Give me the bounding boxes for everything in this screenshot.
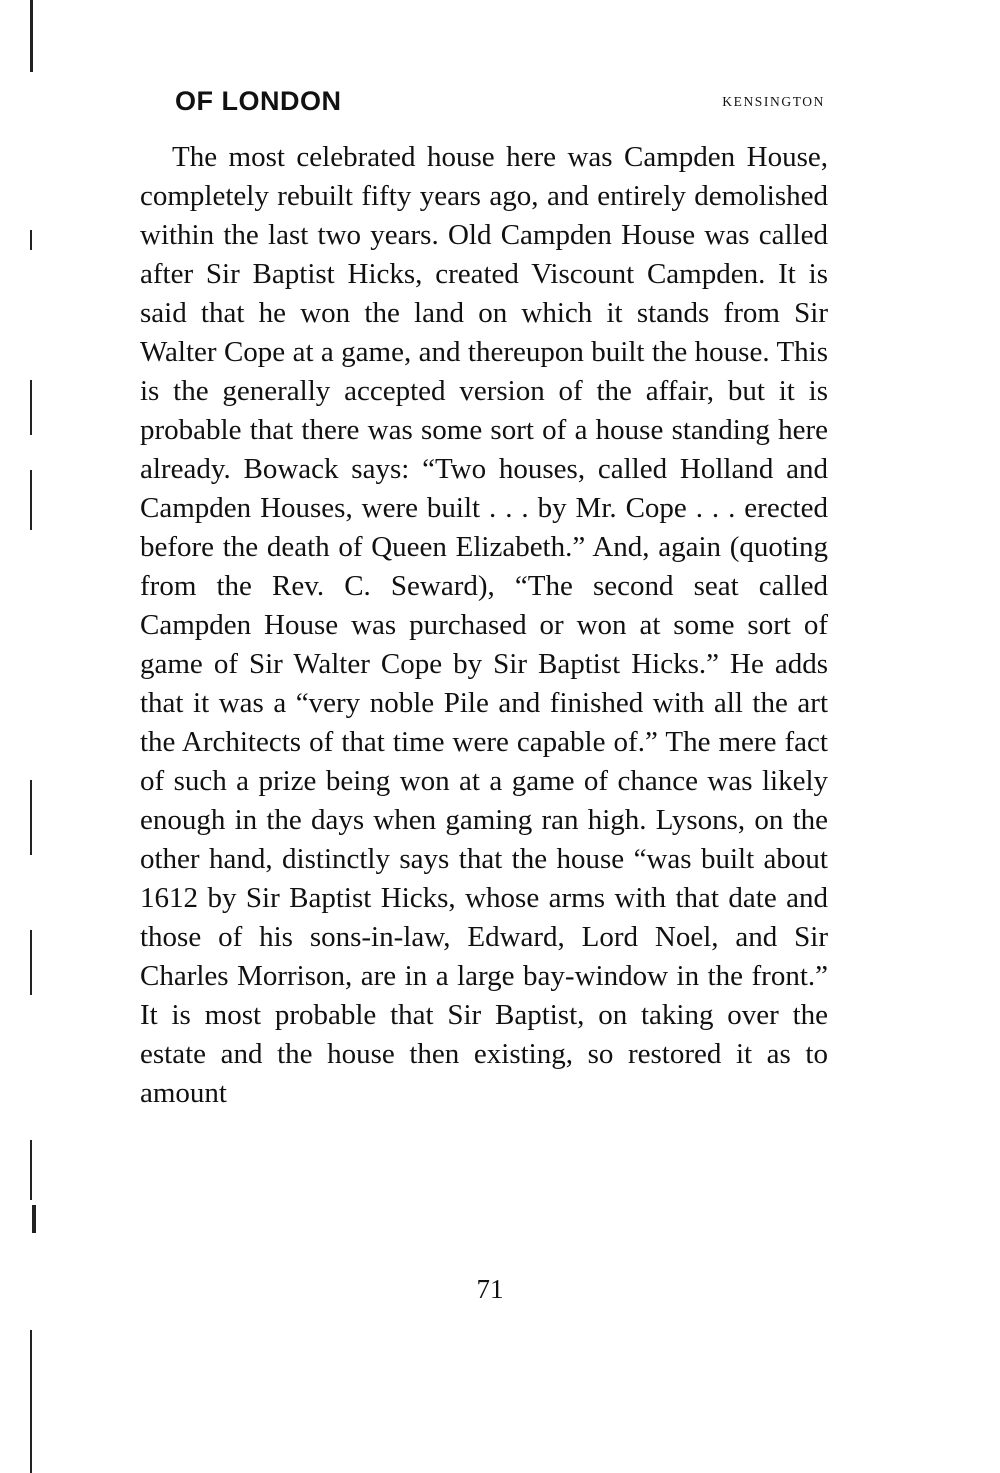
- scan-edge-mark: [30, 1330, 32, 1390]
- body-paragraph: The most celebrated house here was Campden House, completely rebuilt fifty years ago, and entirely demolished within the last two years. Old Campden House was called after Sir Baptist Hicks, created Viscount Campden. It is said that he won the land on which it stands from Sir Walter Cope at a game, and thereupon built the house. This is the generally accepted version of the affair, but it is probable that there was some sort of a house standing here already. Bowack says: “Two houses, called Holland and Campden Houses, were built . . . by Mr. Cope . . . erected before the death of Queen Elizabeth.” And, again (quoting from the Rev. C. Seward), “The second seat called Campden House was purchased or won at some sort of game of Sir Walter Cope by Sir Baptist Hicks.” He adds that it was a “very noble Pile and finished with all the art the Architects of that time were capable of.” The mere fact of such a prize being won at a game of chance was likely enough in the days when gaming ran high. Lysons, on the other hand, distinctly says that the house “was built about 1612 by Sir Baptist Hicks, whose arms with that date and those of his sons-in-law, Edward, Lord Noel, and Sir Charles Morrison, are in a large bay-window in the front.” It is most probable that Sir Baptist, on taking over the estate and the house then existing, so restored it as to amount: [140, 141, 828, 1109]
- scan-edge-mark: [30, 930, 32, 995]
- scan-edge-mark: [30, 1385, 32, 1473]
- scan-edge-mark: [30, 470, 32, 530]
- running-head: [175, 86, 825, 122]
- running-head-title: OF LONDON: [175, 86, 342, 116]
- scan-edge-mark: [30, 0, 33, 72]
- scan-edge-mark: [30, 1140, 32, 1200]
- scan-edge-mark: [30, 780, 32, 855]
- scan-edge-mark: [30, 230, 32, 250]
- page-number: 71: [476, 1274, 504, 1304]
- scan-edge-mark: [30, 380, 32, 435]
- running-head-section: KENSINGTON: [722, 94, 825, 109]
- scan-edge-mark: [32, 1205, 36, 1233]
